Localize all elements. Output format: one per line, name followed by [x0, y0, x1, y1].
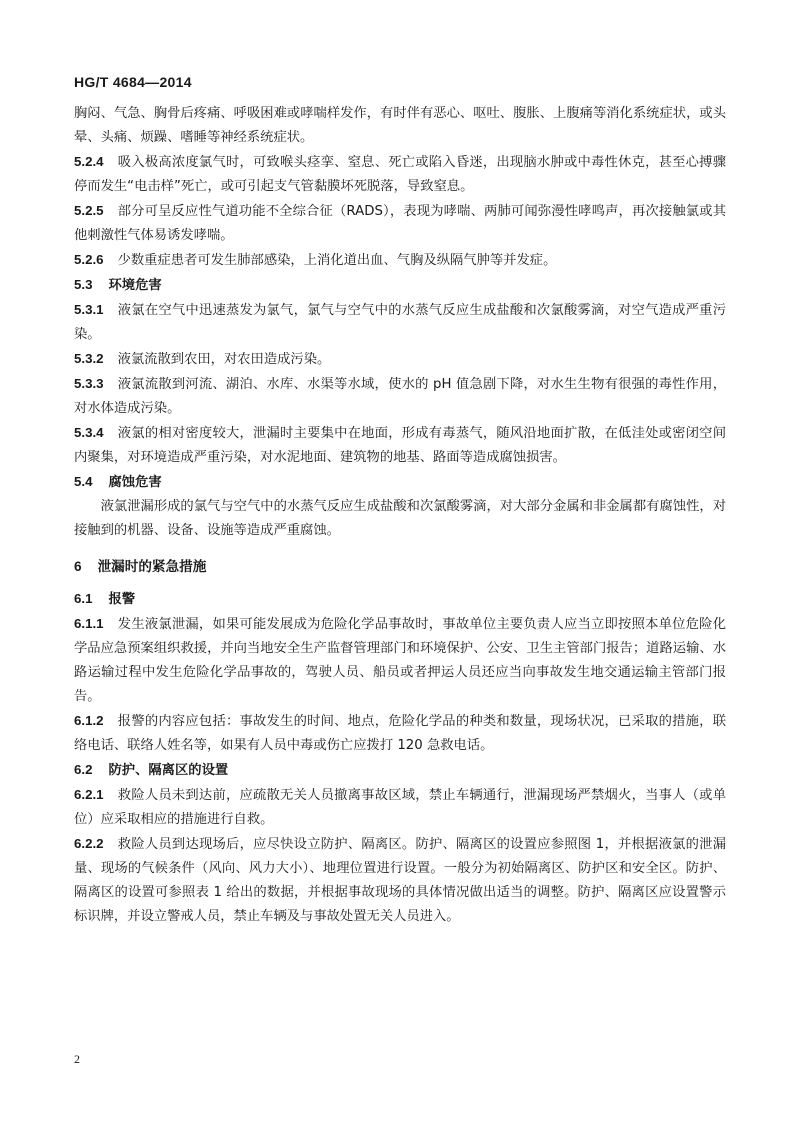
clause-6-1-2: [74, 709, 726, 758]
clause-text: 液氯的相对密度较大，泄漏时主要集中在地面，形成有毒蒸气，随风沿地面扩散，在低洼处或密闭空间内聚集，对环境造成严重污染，对水泥地面、建筑物的地基、路面等造成腐蚀损害。: [74, 426, 726, 465]
clause-number: 6.2.1: [74, 787, 104, 802]
page-number: 2: [74, 1052, 80, 1066]
section-heading-5-3: [74, 273, 726, 298]
clause-number: 5.2.6: [74, 252, 104, 267]
clause-text: 少数重症患者可发生肺部感染，上消化道出血、气胸及纵隔气肿等并发症。: [117, 253, 557, 268]
section-heading-5-4: [74, 470, 726, 495]
clause-number: 5.3.4: [74, 425, 104, 440]
clause-number: 5.3.2: [74, 351, 104, 366]
clause-5-3-4: [74, 421, 726, 470]
clause-number: 5.2.4: [74, 154, 104, 169]
section-number: 5.4: [74, 474, 93, 489]
section-heading-6-1: [74, 587, 726, 612]
clause-text: 报警的内容应包括：事故发生的时间、地点，危险化学品的种类和数量，现场状况，已采取的措施，联络电话、联络人姓名等，如果有人员中毒或伤亡应拨打 120 急救电话。: [74, 714, 726, 753]
clause-number: 5.2.5: [74, 203, 104, 218]
document-body: [74, 102, 726, 929]
clause-text: 液氯流散到河流、湖泊、水库、水渠等水域，使水的 pH 值急剧下降，对水生生物有很强的毒性作用，对水体造成污染。: [74, 377, 726, 416]
clause-number: 6.2.2: [74, 836, 104, 851]
clause-6-1-1: [74, 612, 726, 709]
clause-text: 液氯流散到农田，对农田造成污染。: [117, 352, 331, 367]
section-title: 防护、隔离区的设置: [108, 763, 229, 778]
clause-text: 液氯在空气中迅速蒸发为氯气，氯气与空气中的水蒸气反应生成盐酸和次氯酸雾滴，对空气造成严重污染。: [74, 303, 726, 342]
clause-5-2-6: [74, 248, 726, 273]
clause-5-3-1: [74, 298, 726, 347]
section-title: 腐蚀危害: [108, 475, 162, 490]
chapter-title: 泄漏时的紧急措施: [97, 559, 207, 575]
clause-number: 6.1.1: [74, 616, 104, 631]
clause-text: 发生液氯泄漏，如果可能发展成为危险化学品事故时，事故单位主要负责人应当立即按照本单位危险化学品应急预案组织救援，并向当地安全生产监督管理部门和环境保护、公安、卫生主管部门报告；道路运输、水路运输过程中发生危险化学品事故的，驾驶人员、船员或者押运人员还应当向事故发生地交通运输主管部门报告。: [74, 617, 726, 704]
clause-text: 吸入极高浓度氯气时，可致喉头痉挛、窒息、死亡或陷入昏迷，出现脑水肿或中毒性休克，甚至心搏骤停而发生“电击样”死亡，或可引起支气管黏膜坏死脱落，导致窒息。: [74, 155, 726, 194]
clause-text: 救险人员未到达前，应疏散无关人员撤离事故区域，禁止车辆通行，泄漏现场严禁烟火，当事人（或单位）应采取相应的措施进行自救。: [74, 788, 726, 827]
clause-6-2-1: [74, 783, 726, 832]
clause-6-2-2: [74, 832, 726, 929]
section-number: 6.1: [74, 591, 93, 606]
section-title: 报警: [108, 592, 136, 607]
section-number: 5.3: [74, 277, 93, 292]
section-title: 环境危害: [108, 278, 162, 293]
clause-5-3-3: [74, 372, 726, 421]
clause-text: 救险人员到达现场后，应尽快设立防护、隔离区。防护、隔离区的设置应参照图 1，并根据液氯的泄漏量、现场的气候条件（风向、风力大小）、地理位置进行设置。一般分为初始隔离区、防护区和安全区。防护、隔离区的设置可参照表 1 给出的数据，并根据事故现场的具体情况做出适当的调整。防护、隔离区应设置警示标识牌，并设立警戒人员，禁止车辆及与事故处置无关人员进入。: [74, 837, 726, 924]
clause-5-2-5: [74, 199, 726, 248]
clause-number: 5.3.3: [74, 376, 104, 391]
clause-5-2-4: [74, 150, 726, 199]
clause-number: 6.1.2: [74, 713, 104, 728]
section-number: 6.2: [74, 762, 93, 777]
paragraph-intro: 胸闷、气急、胸骨后疼痛、呼吸困难或哮喘样发作，有时伴有恶心、呕吐、腹胀、上腹痛等消化系统症状，或头晕、头痛、烦躁、嗜睡等神经系统症状。: [74, 106, 726, 145]
chapter-heading-6: [74, 555, 726, 579]
clause-5-3-2: [74, 347, 726, 372]
standard-code-header: HG/T 4684—2014: [74, 74, 192, 90]
chapter-number: 6: [74, 559, 82, 574]
section-heading-6-2: [74, 758, 726, 783]
clause-number: 5.3.1: [74, 302, 104, 317]
paragraph-5-4: 液氯泄漏形成的氯气与空气中的水蒸气反应生成盐酸和次氯酸雾滴，对大部分金属和非金属都有腐蚀性，对接触到的机器、设备、设施等造成严重腐蚀。: [74, 499, 726, 538]
clause-text: 部分可呈反应性气道功能不全综合征（RADS），表现为哮喘、两肺可闻弥漫性哮鸣声，再次接触氯或其他刺激性气体易诱发哮喘。: [74, 204, 726, 243]
